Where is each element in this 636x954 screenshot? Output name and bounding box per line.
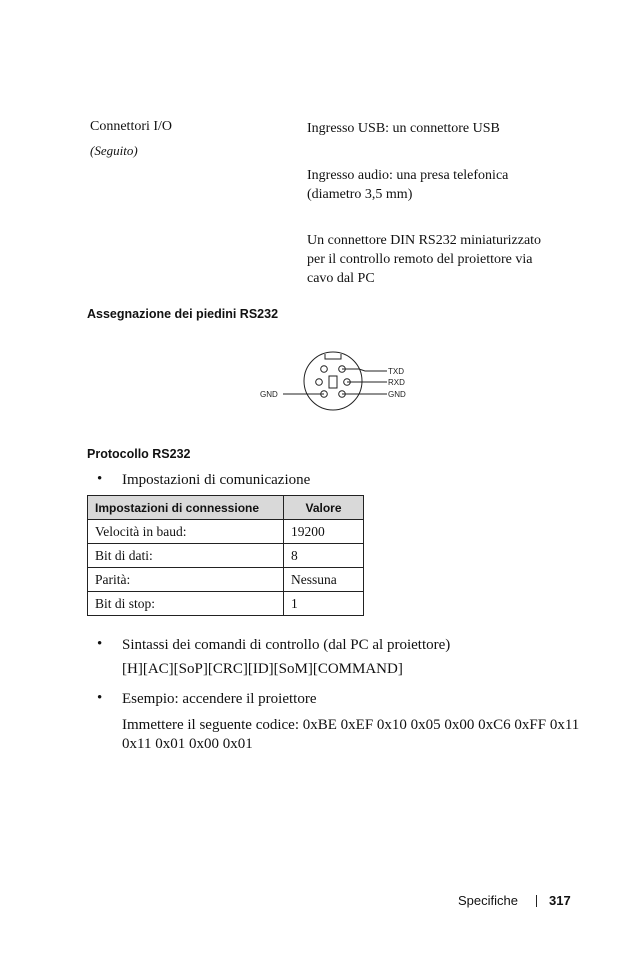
table-cell-setting: Velocità in baud: [88, 520, 284, 544]
table-header-row [88, 496, 364, 520]
bullet-example: Esempio: accendere il proiettore [122, 691, 317, 707]
page-number: 317 [549, 893, 571, 908]
table-header-value: Valore [284, 496, 364, 520]
txd-lead [342, 369, 387, 371]
din-connector-outline [304, 352, 362, 410]
protocol-heading: Protocollo RS232 [87, 447, 191, 461]
gnd-left-label: GND [260, 390, 278, 399]
pin-3 [316, 379, 323, 386]
table-row [88, 568, 364, 592]
spec-label: Connettori I/O [90, 119, 173, 134]
bullet-marker: • [97, 690, 103, 706]
table-cell-value: 19200 [284, 520, 364, 544]
example-code: Immettere il seguente codice: 0xBE 0xEF 0x10 0x05 0x00 0xC6 0xFF 0x11 0x11 0x01 0x00 0x01 [122, 717, 580, 752]
txd-label: TXD [388, 367, 404, 376]
table-cell-setting: Bit di stop: [88, 592, 284, 616]
table-cell-value: Nessuna [284, 568, 364, 592]
table-header-settings: Impostazioni di connessione [88, 496, 284, 520]
table-cell-setting: Bit di dati: [88, 544, 284, 568]
table-cell-value: 8 [284, 544, 364, 568]
center-key [329, 376, 337, 388]
bullet-command-syntax: Sintassi dei comandi di controllo (dal PC al proiettore) [122, 637, 451, 653]
table-cell-value: 1 [284, 592, 364, 616]
din-connector-key [325, 354, 341, 359]
rs232-pin-diagram [255, 348, 415, 414]
footer-separator [536, 895, 537, 907]
table-cell-setting: Parità: [88, 568, 284, 592]
spec-value-din: Un connettore DIN RS232 miniaturizzato per il controllo remoto del proiettore via cavo dal PC [307, 233, 542, 286]
command-syntax-format: [H][AC][SoP][CRC][ID][SoM][COMMAND] [122, 661, 403, 677]
bullet-communication-settings: Impostazioni di comunicazione [122, 472, 311, 488]
connection-settings-table [87, 495, 364, 616]
spec-label-continued: (Seguito) [90, 143, 138, 158]
gnd-right-label: GND [388, 390, 406, 399]
footer-section-name: Specifiche [458, 893, 518, 908]
table-row [88, 592, 364, 616]
bullet-marker: • [97, 471, 103, 487]
spec-value-usb: Ingresso USB: un connettore USB [307, 121, 500, 136]
table-row [88, 520, 364, 544]
table-row [88, 544, 364, 568]
spec-value-audio: Ingresso audio: una presa telefonica (diametro 3,5 mm) [307, 168, 509, 202]
pin-assignment-heading: Assegnazione dei piedini RS232 [87, 307, 279, 321]
bullet-marker: • [97, 636, 103, 652]
rxd-label: RXD [388, 378, 405, 387]
pin-1 [321, 366, 328, 373]
